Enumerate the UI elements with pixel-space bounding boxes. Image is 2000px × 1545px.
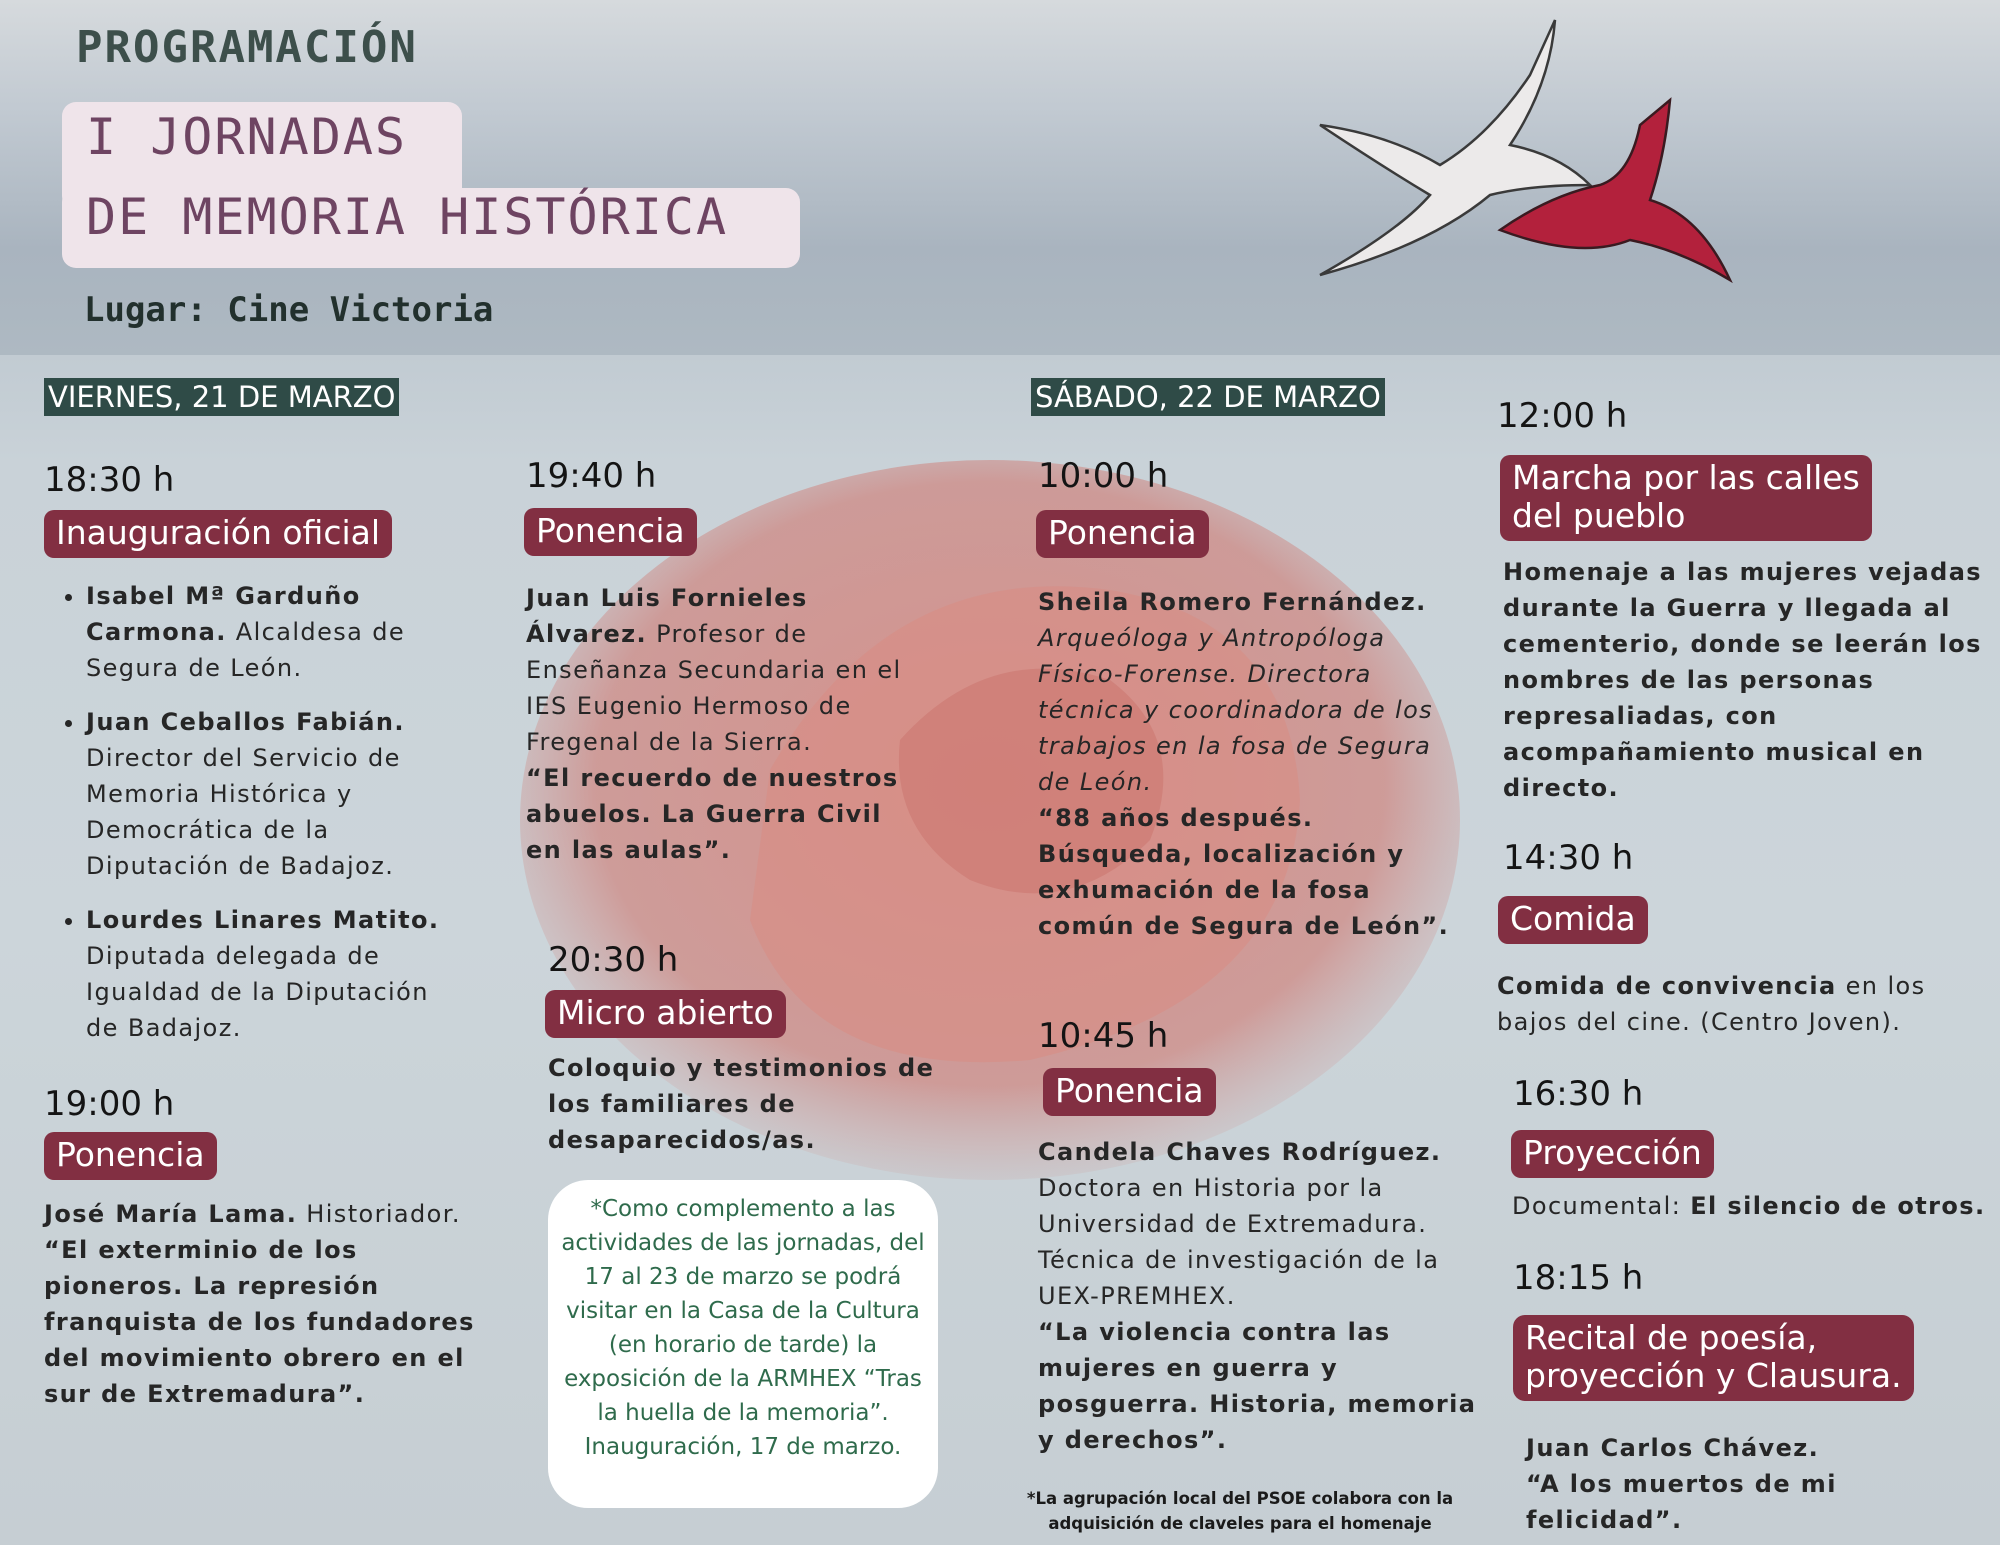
saturday-marcha-label	[1500, 455, 1872, 541]
speaker-item	[86, 704, 454, 884]
proyeccion-desc-title: El silencio de otros.	[1690, 1192, 1986, 1220]
speaker-role: Historiador.	[306, 1200, 461, 1228]
title-line-2: DE MEMORIA HISTÓRICA	[86, 188, 729, 246]
venue-label: Lugar: Cine Victoria	[84, 290, 494, 330]
saturday-recital-time: 18:15 h	[1513, 1258, 1644, 1298]
friday-ponencia2-text	[526, 580, 926, 868]
comida-desc-rest: en los bajos del cine. (Centro Joven).	[1497, 972, 1926, 1036]
saturday-ponencia2-time: 10:45 h	[1038, 1016, 1169, 1056]
speaker-name: Sheila Romero Fernández.	[1038, 588, 1427, 616]
saturday-ponencia1-time: 10:00 h	[1038, 456, 1169, 496]
marcha-label-line-2: del pueblo	[1512, 495, 1686, 535]
friday-micro-desc: Coloquio y testimonios de los familiares de desaparecidos/as.	[548, 1054, 935, 1154]
speaker-name: José María Lama.	[44, 1200, 298, 1228]
saturday-comida-desc	[1497, 968, 1977, 1040]
friday-ponencia1-time: 19:00 h	[44, 1084, 175, 1124]
saturday-ponencia1-text	[1038, 584, 1458, 944]
speaker-name: Juan Luis Fornieles Álvarez.	[526, 584, 808, 648]
recital-label-line-2: proyección y Clausura.	[1525, 1355, 1902, 1395]
talk-title: “A los muertos de mi felicidad”.	[1526, 1470, 1837, 1534]
talk-title: “El recuerdo de nuestros abuelos. La Guerra Civil en las aulas”.	[526, 764, 899, 864]
exhibition-note: *Como complemento a las actividades de las jornadas, del 17 al 23 de marzo se podrá visitar en la Casa de la Cultura (en horario de tarde) la exposición de la ARMHEX “Tras la huella de la memoria”. Inauguración, 17 de marzo.	[548, 1180, 938, 1508]
saturday-recital-label	[1513, 1315, 1914, 1401]
saturday-comida-label: Comida	[1498, 896, 1648, 944]
friday-ponencia2-time: 19:40 h	[526, 456, 657, 496]
friday-inauguracion-label: Inauguración oficial	[44, 510, 392, 558]
recital-label-line-1: Recital de poesía,	[1525, 1318, 1818, 1357]
friday-header: VIERNES, 21 DE MARZO	[44, 378, 399, 416]
speaker-role: Alcaldesa de Segura de León.	[86, 618, 406, 682]
friday-micro-time: 20:30 h	[548, 940, 679, 980]
friday-micro-label: Micro abierto	[545, 990, 786, 1038]
swallows-illustration	[1300, 15, 1740, 295]
saturday-ponencia1-label: Ponencia	[1036, 510, 1209, 558]
speaker-item	[86, 578, 454, 686]
speaker-role: Arqueóloga y Antropóloga Físico-Forense. Directora técnica y coordinadora de los trabajos en la fosa de Segura de León.	[1038, 624, 1434, 796]
speaker-name: Juan Ceballos Fabián.	[86, 708, 405, 736]
speaker-name: Candela Chaves Rodríguez.	[1038, 1138, 1442, 1166]
program-kicker: PROGRAMACIÓN	[76, 22, 418, 73]
saturday-ponencia2-label: Ponencia	[1043, 1068, 1216, 1116]
saturday-marcha-desc: Homenaje a las mujeres vejadas durante la Guerra y llegada al cementerio, donde se leerán los nombres de las personas represaliadas, con acompañamiento musical en directo.	[1503, 558, 1982, 802]
talk-title: “88 años después. Búsqueda, localización y exhumación de la fosa común de Segura de León”.	[1038, 804, 1450, 940]
comida-desc-bold: Comida de convivencia	[1497, 972, 1837, 1000]
talk-title: “La violencia contra las mujeres en guerra y posguerra. Historia, memoria y derechos”.	[1038, 1318, 1477, 1454]
friday-inauguracion-time: 18:30 h	[44, 460, 175, 500]
speaker-name: Lourdes Linares Matito.	[86, 906, 440, 934]
saturday-ponencia2-text	[1038, 1134, 1478, 1458]
saturday-proyeccion-desc	[1512, 1188, 1992, 1224]
saturday-comida-time: 14:30 h	[1503, 838, 1634, 878]
friday-ponencia2-label: Ponencia	[524, 508, 697, 556]
speaker-role: Diputada delegada de Igualdad de la Diputación de Badajoz.	[86, 942, 429, 1042]
speaker-item	[86, 902, 454, 1046]
saturday-recital-text	[1526, 1430, 1986, 1538]
speaker-role: Doctora en Historia por la Universidad de Extremadura. Técnica de investigación de la UEX-PREMHEX.	[1038, 1174, 1440, 1310]
saturday-marcha-time: 12:00 h	[1497, 396, 1628, 436]
speaker-role: Director del Servicio de Memoria Histórica y Democrática de la Diputación de Badajoz.	[86, 744, 401, 880]
speaker-role: Profesor de Enseñanza Secundaria en el IES Eugenio Hermoso de Fregenal de la Sierra.	[526, 620, 902, 756]
talk-title: “El exterminio de los pioneros. La represión franquista de los fundadores del movimiento obrero en el sur de Extremadura”.	[44, 1236, 475, 1408]
friday-speakers-list	[44, 578, 454, 1064]
speaker-name: Juan Carlos Chávez.	[1526, 1434, 1820, 1462]
title-line-1: I JORNADAS	[86, 108, 408, 166]
speaker-name: Isabel Mª Garduño Carmona.	[86, 582, 361, 646]
friday-ponencia1-label: Ponencia	[44, 1132, 217, 1180]
psoe-footnote: *La agrupación local del PSOE colabora con la adquisición de claveles para el homenaje	[1026, 1489, 1454, 1533]
marcha-label-line-1: Marcha por las calles	[1512, 458, 1860, 497]
saturday-proyeccion-label: Proyección	[1511, 1130, 1714, 1178]
saturday-proyeccion-time: 16:30 h	[1513, 1074, 1644, 1114]
proyeccion-desc-prefix: Documental:	[1512, 1192, 1691, 1220]
friday-ponencia1-text	[44, 1196, 484, 1412]
saturday-header: SÁBADO, 22 DE MARZO	[1031, 378, 1385, 416]
